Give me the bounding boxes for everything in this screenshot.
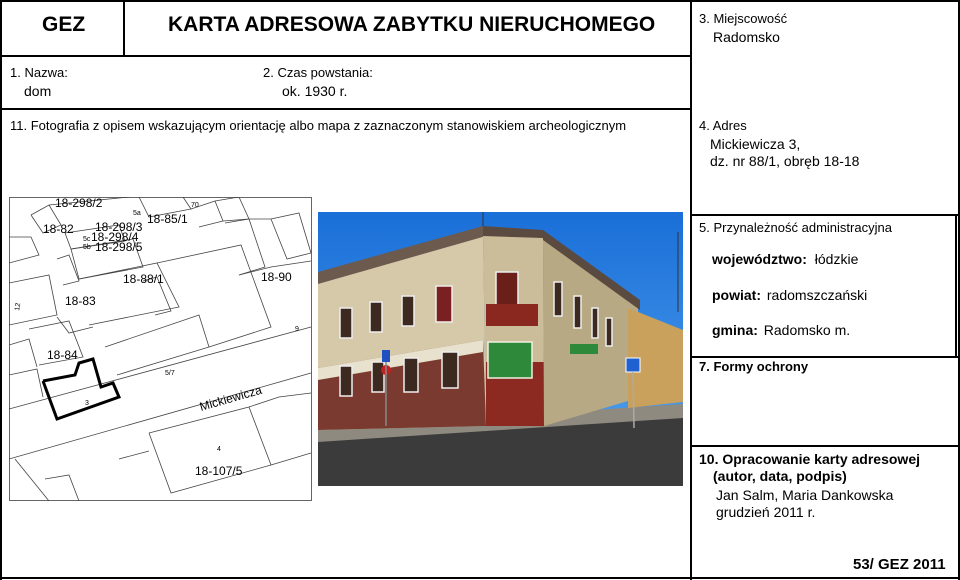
window bbox=[372, 362, 384, 392]
map-label: 18-82 bbox=[43, 222, 74, 236]
map-label: Mickiewicza bbox=[197, 382, 264, 414]
adres-label: 4. Adres bbox=[699, 118, 747, 133]
map-label: 18-88/1 bbox=[123, 272, 164, 286]
powiat-value: radomszczański bbox=[766, 287, 868, 303]
map-label: 18-298/5 bbox=[95, 240, 143, 254]
crosswalk-sign bbox=[626, 358, 640, 372]
window bbox=[496, 272, 518, 306]
map-label: 18-90 bbox=[261, 270, 292, 284]
window bbox=[554, 282, 562, 316]
opracowanie-date: grudzień 2011 r. bbox=[716, 504, 816, 520]
rule-header bbox=[0, 55, 692, 57]
ochrona-label: 7. Formy ochrony bbox=[699, 359, 809, 374]
czas-label: 2. Czas powstania: bbox=[263, 65, 373, 80]
gmina-row bbox=[712, 321, 850, 339]
footer-number: 53/ GEZ 2011 bbox=[853, 556, 946, 573]
rule-adres bbox=[692, 214, 960, 216]
shop-sign bbox=[488, 342, 532, 378]
window bbox=[404, 358, 418, 392]
czas-value: ok. 1930 r. bbox=[282, 83, 348, 99]
form-title: KARTA ADRESOWA ZABYTKU NIERUCHOMEGO bbox=[168, 13, 656, 36]
window bbox=[442, 352, 458, 388]
window bbox=[574, 296, 581, 328]
gmina-label: gmina: bbox=[712, 322, 758, 338]
cadastral-map bbox=[9, 197, 312, 501]
gmina-value: Radomsko m. bbox=[763, 322, 851, 338]
wojewodztwo-value: łódzkie bbox=[814, 251, 859, 267]
window bbox=[340, 366, 352, 396]
opracowanie-author: Jan Salm, Maria Dankowska bbox=[716, 487, 894, 503]
nazwa-value: dom bbox=[24, 83, 52, 99]
foto-label: 11. Fotografia z opisem wskazującym orientację albo mapa z zaznaczonym stanowiskiem archeologicznym bbox=[10, 118, 627, 133]
shop-sign-small bbox=[570, 344, 598, 354]
map-label: 5c bbox=[83, 236, 91, 243]
adres-line2: dz. nr 88/1, obręb 18-18 bbox=[710, 153, 860, 169]
crosswalk-post bbox=[633, 372, 634, 428]
nazwa-label: 1. Nazwa: bbox=[10, 65, 68, 80]
window bbox=[402, 296, 414, 326]
rule-opracowanie bbox=[692, 445, 960, 447]
form-code: GEZ bbox=[42, 13, 86, 36]
map-label: 18-83 bbox=[65, 294, 96, 308]
map-label: 18-85/1 bbox=[147, 212, 188, 226]
window bbox=[370, 302, 382, 332]
map-svg bbox=[9, 197, 312, 501]
rule-gez bbox=[123, 0, 125, 55]
border-top bbox=[0, 0, 960, 2]
map-label: 12 bbox=[14, 302, 23, 312]
wojewodztwo-row bbox=[712, 250, 858, 268]
rule-center bbox=[690, 0, 692, 580]
map-label: 4 bbox=[217, 446, 221, 453]
map-label: 5a bbox=[133, 210, 141, 217]
powiat-row bbox=[712, 286, 867, 304]
rule-right-inner bbox=[955, 214, 957, 356]
photo-svg bbox=[318, 212, 683, 486]
window bbox=[340, 308, 352, 338]
map-label: 18-298/4 bbox=[91, 230, 139, 244]
map-label: 3 bbox=[85, 400, 89, 407]
rule-row1 bbox=[0, 108, 692, 110]
wojewodztwo-label: województwo: bbox=[712, 251, 807, 267]
przynaleznosc-label: 5. Przynależność administracyjna bbox=[699, 220, 892, 235]
window bbox=[606, 318, 612, 346]
window bbox=[592, 308, 598, 338]
map-label: 18-298/2 bbox=[55, 197, 103, 210]
map-label: 18-84 bbox=[47, 348, 78, 362]
border-bottom bbox=[0, 577, 960, 579]
opracowanie-label1: 10. Opracowanie karty adresowej bbox=[699, 451, 920, 467]
map-label: 70 bbox=[191, 202, 199, 209]
map-label: 5b bbox=[83, 244, 91, 251]
map-label: 5/7 bbox=[165, 370, 175, 377]
window bbox=[436, 286, 452, 322]
balcony bbox=[486, 304, 538, 326]
map-label: 18-107/5 bbox=[195, 464, 243, 478]
miejscowosc-label: 3. Miejscowość bbox=[699, 11, 788, 26]
building-photo bbox=[318, 212, 683, 486]
powiat-label: powiat: bbox=[712, 287, 761, 303]
miejscowosc-value: Radomsko bbox=[713, 29, 780, 45]
map-label: 9 bbox=[295, 326, 299, 333]
map-label: 18-298/3 bbox=[95, 220, 143, 234]
border-left bbox=[0, 0, 2, 580]
adres-line1: Mickiewicza 3, bbox=[710, 136, 801, 152]
opracowanie-label2: (autor, data, podpis) bbox=[713, 468, 847, 484]
traffic-sign bbox=[382, 350, 390, 362]
